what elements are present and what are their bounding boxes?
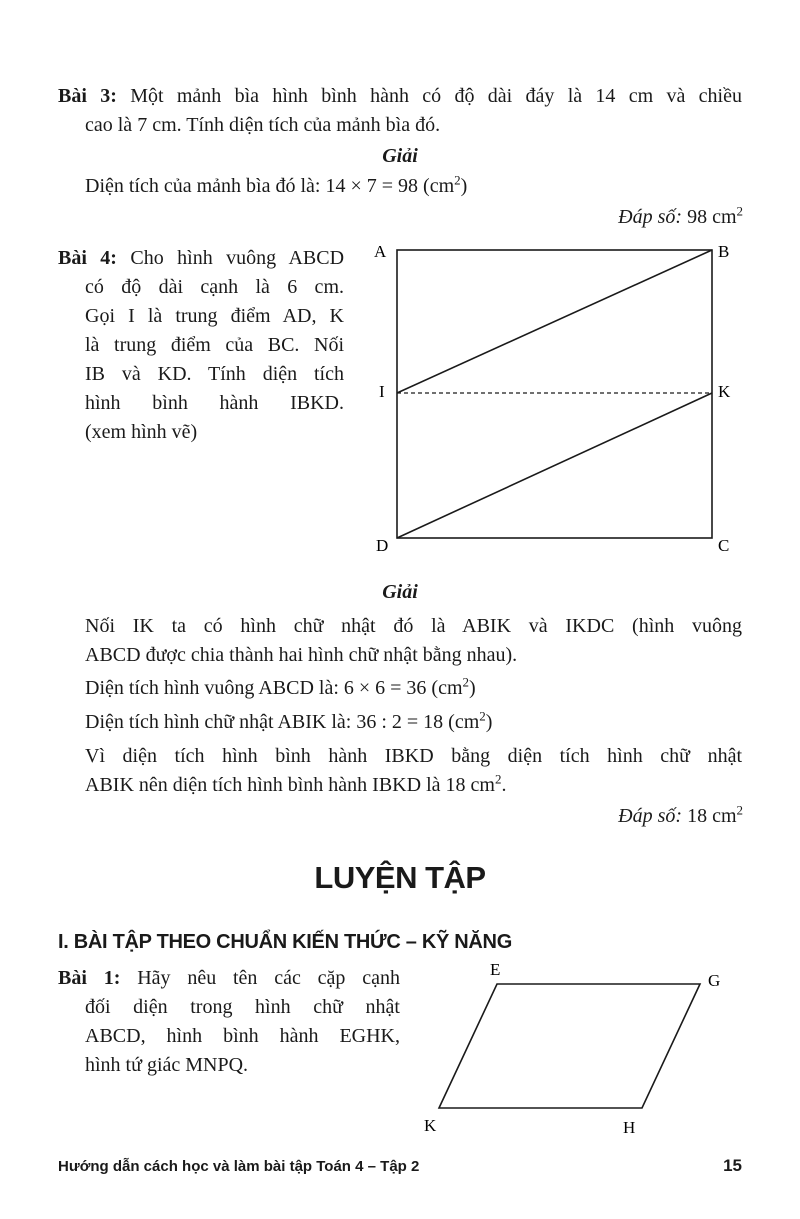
bai4-solution-line-2: ABCD được chia thành hai hình chữ nhật bằng nhau).	[85, 644, 518, 666]
square-abcd-figure	[360, 235, 760, 565]
parallelogram-eghk-figure	[410, 955, 740, 1145]
bai3-line-2: cao là 7 cm. Tính diện tích của mảnh bìa đó.	[85, 114, 441, 136]
footer-page-number: 15	[723, 1156, 742, 1175]
bai4-problem-line-4: là trung điểm của BC. Nối	[85, 334, 344, 356]
bai4-label: Bài 4:	[58, 247, 117, 269]
bai4-solution-line-4: Diện tích hình chữ nhật ABIK là: 36 : 2 = 18 $(cm^2)$	[85, 708, 493, 733]
bai4-problem-line-2: có độ dài cạnh là 6 cm.	[85, 276, 344, 298]
bai4-problem-line-3: Gọi I là trung điểm AD, K	[85, 305, 344, 327]
bai4-giai-heading: Giải	[382, 581, 418, 603]
bai4-solution-line-5: Vì diện tích hình bình hành IBKD bằng diện tích hình chữ nhật	[85, 745, 742, 767]
bai3-answer: Đáp số: 98 $cm^2$	[618, 203, 743, 228]
bai4-problem-line-6: hình bình hành IBKD.	[85, 392, 344, 414]
square-abcd	[397, 250, 712, 538]
bai4-solution-line-1: Nối IK ta có hình chữ nhật đó là ABIK và IKDC (hình vuông	[85, 615, 742, 637]
bai1-label: Bài 1:	[58, 967, 121, 989]
bai4-problem	[58, 244, 344, 447]
bai3-giai-heading: Giải	[382, 145, 418, 167]
section-title: LUYỆN TẬP	[314, 860, 486, 895]
bai4-problem-line-1: Bài 4: Cho hình vuông ABCD	[58, 247, 345, 269]
bai3-text-1: Một mảnh bìa hình bình hành có độ dài đáy là 14 cm và chiều	[130, 85, 742, 107]
vertex-label-e: E	[490, 960, 501, 979]
bai4-problem-line-7: (xem hình vẽ)	[85, 421, 198, 443]
parallelogram-eghk	[439, 984, 700, 1108]
vertex-label-i: I	[379, 382, 385, 401]
vertex-label-a: A	[374, 242, 387, 261]
bai3-label: Bài 3:	[58, 85, 117, 107]
vertex-label-b: B	[718, 242, 730, 261]
bai1-line-3: ABCD, hình bình hành EGHK,	[85, 1025, 400, 1047]
vertex-label-k2: K	[424, 1116, 437, 1135]
footer-book-title: Hướng dẫn cách học và làm bài tập Toán 4 – Tập 2	[58, 1158, 420, 1175]
bai3-line-1	[58, 82, 742, 110]
vertex-label-d: D	[376, 536, 389, 555]
bai1-line-2: đối diện trong hình chữ nhật	[85, 996, 400, 1018]
vertex-label-h: H	[623, 1118, 636, 1137]
segment-ib	[397, 250, 712, 393]
bai4-answer: Đáp số: 18 $cm^2$	[618, 802, 743, 827]
segment-dk	[397, 393, 712, 538]
vertex-label-k: K	[718, 382, 731, 401]
vertex-label-c: C	[718, 536, 730, 555]
bai1-line-1: Bài 1: Hãy nêu tên các cặp cạnh	[58, 967, 400, 989]
bai4-problem-line-5: IB và KD. Tính diện tích	[85, 363, 344, 385]
bai3-calculation: Diện tích của mảnh bìa đó là: 14 × 7 = 98 $(cm^2)$	[85, 172, 468, 197]
subsection-heading: I. BÀI TẬP THEO CHUẨN KIẾN THỨC – KỸ NĂNG	[58, 931, 512, 953]
bai4-solution-line-3: Diện tích hình vuông ABCD là: 6 × 6 = 36 $(cm^2)$	[85, 674, 476, 699]
bai4-solution-line-6: ABIK nên diện tích hình bình hành IBKD là 18 $cm^2$.	[85, 771, 507, 796]
vertex-label-g: G	[708, 971, 721, 990]
bai1-line-4: hình tứ giác MNPQ.	[85, 1054, 249, 1076]
